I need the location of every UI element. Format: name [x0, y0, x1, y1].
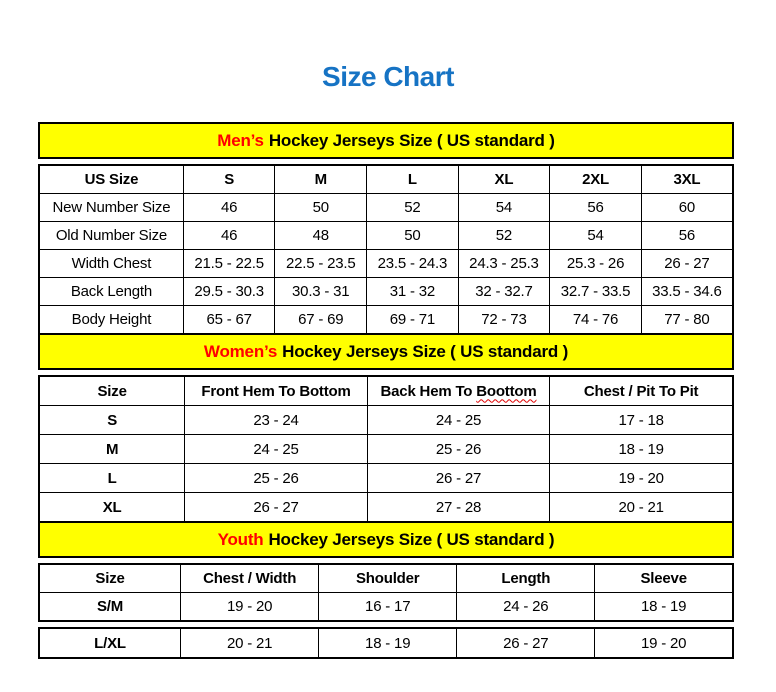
size-value: 60 [641, 194, 733, 222]
size-value: 31 - 32 [367, 278, 459, 306]
size-value: 25 - 26 [185, 464, 368, 493]
table-row [39, 376, 733, 406]
womens-size-table [38, 375, 734, 523]
size-value: 23 - 24 [185, 406, 368, 435]
size-chart-content [38, 122, 734, 659]
table-row [39, 165, 733, 194]
size-value: 19 - 20 [181, 593, 319, 622]
size-value: 16 - 17 [319, 593, 457, 622]
column-header: Chest / Pit To Pit [550, 376, 733, 406]
size-value: 52 [367, 194, 459, 222]
youth-banner [38, 521, 734, 558]
size-value: 24.3 - 25.3 [458, 250, 550, 278]
size-value: 50 [367, 222, 459, 250]
column-header: Front Hem To Bottom [185, 376, 368, 406]
size-value: 46 [183, 194, 275, 222]
column-header: L [367, 165, 459, 194]
size-value: 18 - 19 [319, 628, 457, 658]
womens-banner [38, 333, 734, 370]
size-value: 26 - 27 [641, 250, 733, 278]
column-header: US Size [39, 165, 183, 194]
size-value: 23.5 - 24.3 [367, 250, 459, 278]
size-value: 20 - 21 [550, 493, 733, 523]
size-value: 25 - 26 [367, 435, 550, 464]
size-value: 29.5 - 30.3 [183, 278, 275, 306]
size-value: 33.5 - 34.6 [641, 278, 733, 306]
table-row [39, 194, 733, 222]
youth-size-table [38, 563, 734, 622]
size-value: 52 [458, 222, 550, 250]
size-value: 56 [550, 194, 642, 222]
misspelled-word: Boottom [476, 382, 537, 400]
size-value: 24 - 25 [367, 406, 550, 435]
column-header: Shoulder [319, 564, 457, 593]
table-row [39, 222, 733, 250]
size-value: 69 - 71 [367, 306, 459, 335]
size-value: 65 - 67 [183, 306, 275, 335]
table-row [39, 564, 733, 593]
size-value: 18 - 19 [550, 435, 733, 464]
size-value: 54 [458, 194, 550, 222]
table-row [39, 493, 733, 523]
column-header: Size [39, 564, 181, 593]
youth-banner-highlight: Youth [217, 529, 264, 549]
row-label: Old Number Size [39, 222, 183, 250]
size-value: 26 - 27 [367, 464, 550, 493]
mens-size-table [38, 164, 734, 335]
table-row [39, 278, 733, 306]
size-value: 74 - 76 [550, 306, 642, 335]
table-row [39, 406, 733, 435]
row-label: Width Chest [39, 250, 183, 278]
size-value: 56 [641, 222, 733, 250]
size-value: 48 [275, 222, 367, 250]
size-value: 19 - 20 [595, 628, 733, 658]
table-row [39, 464, 733, 493]
table-row [39, 628, 733, 658]
table-row [39, 306, 733, 335]
size-value: 54 [550, 222, 642, 250]
page-title: Size Chart [322, 61, 454, 92]
size-value: 24 - 26 [457, 593, 595, 622]
size-value: 46 [183, 222, 275, 250]
size-value: 50 [275, 194, 367, 222]
youth-size-table-lxl-row [38, 627, 734, 659]
column-header: Sleeve [595, 564, 733, 593]
table-row [39, 593, 733, 622]
row-label: M [39, 435, 185, 464]
row-label: Back Length [39, 278, 183, 306]
mens-banner [38, 122, 734, 159]
row-label: S [39, 406, 185, 435]
row-label: XL [39, 493, 185, 523]
column-header: 3XL [641, 165, 733, 194]
size-value: 72 - 73 [458, 306, 550, 335]
row-label: L/XL [39, 628, 181, 658]
size-value: 18 - 19 [595, 593, 733, 622]
size-value: 67 - 69 [275, 306, 367, 335]
size-value: 21.5 - 22.5 [183, 250, 275, 278]
row-label: New Number Size [39, 194, 183, 222]
size-value: 32.7 - 33.5 [550, 278, 642, 306]
size-value: 32 - 32.7 [458, 278, 550, 306]
row-label: Body Height [39, 306, 183, 335]
youth-banner-text: Hockey Jerseys Size ( US standard ) [268, 529, 555, 549]
womens-banner-text: Hockey Jerseys Size ( US standard ) [282, 341, 569, 361]
table-row [39, 250, 733, 278]
size-value: 27 - 28 [367, 493, 550, 523]
column-header: S [183, 165, 275, 194]
size-value: 26 - 27 [185, 493, 368, 523]
mens-banner-highlight: Men’s [217, 130, 264, 150]
column-header: 2XL [550, 165, 642, 194]
size-value: 25.3 - 26 [550, 250, 642, 278]
column-header [367, 376, 550, 406]
column-header: Size [39, 376, 185, 406]
row-label: S/M [39, 593, 181, 622]
column-header: Chest / Width [181, 564, 319, 593]
header-text: Back Hem To [380, 382, 473, 400]
column-header: M [275, 165, 367, 194]
size-value: 22.5 - 23.5 [275, 250, 367, 278]
size-value: 19 - 20 [550, 464, 733, 493]
size-value: 30.3 - 31 [275, 278, 367, 306]
size-value: 17 - 18 [550, 406, 733, 435]
womens-banner-highlight: Women’s [203, 341, 278, 361]
size-value: 20 - 21 [181, 628, 319, 658]
size-value: 26 - 27 [457, 628, 595, 658]
row-label: L [39, 464, 185, 493]
size-value: 24 - 25 [185, 435, 368, 464]
column-header: Length [457, 564, 595, 593]
size-value: 77 - 80 [641, 306, 733, 335]
table-row [39, 435, 733, 464]
column-header: XL [458, 165, 550, 194]
mens-banner-text: Hockey Jerseys Size ( US standard ) [268, 130, 555, 150]
